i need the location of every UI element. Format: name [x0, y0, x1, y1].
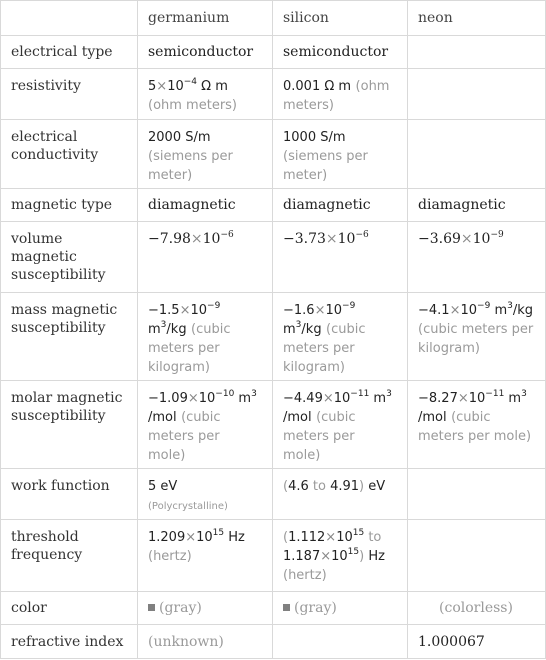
- column-header-neon: neon: [408, 1, 546, 36]
- header-row: [1, 1, 546, 36]
- unit: m: [504, 391, 522, 406]
- unit-tail: /mol: [418, 410, 447, 425]
- cell-germanium-color: [138, 592, 273, 625]
- range-high-exponent: 15: [347, 547, 360, 557]
- cell-neon-mass-magnetic-susceptibility: [408, 293, 546, 381]
- cell-silicon-threshold-frequency: [273, 520, 408, 592]
- row-label-molar-magnetic-susceptibility: molar magnetic susceptibility: [1, 381, 138, 469]
- value-mantissa: −4.1: [418, 303, 450, 318]
- value-exponent: −6: [220, 230, 234, 240]
- note: (Polycrystalline): [148, 501, 228, 512]
- row-label-mass-magnetic-susceptibility: mass magnetic susceptibility: [1, 293, 138, 381]
- color-name: (colorless): [439, 600, 513, 616]
- table-row: [1, 592, 546, 625]
- value-exponent: −11: [350, 389, 370, 399]
- row-label-magnetic-type: magnetic type: [1, 189, 138, 222]
- range-open: (: [283, 530, 289, 545]
- range-high-base: 10: [331, 549, 348, 564]
- unit: Hz: [364, 549, 385, 564]
- value-mantissa: −7.98: [148, 231, 191, 247]
- table-row: [1, 36, 546, 69]
- range-low: 4.6: [288, 479, 309, 494]
- range-to: to: [364, 530, 382, 545]
- cell-silicon-molar-magnetic-susceptibility: [273, 381, 408, 469]
- cell-neon-threshold-frequency: [408, 520, 546, 592]
- table-row: [1, 222, 546, 293]
- unit-name: (cubic meters per mole): [283, 410, 356, 463]
- column-header-silicon: silicon: [273, 1, 408, 36]
- value-mantissa: −1.09: [148, 391, 188, 406]
- unit-exponent: 3: [507, 301, 513, 311]
- corner-cell: [1, 1, 138, 36]
- value-base: 10: [333, 391, 351, 406]
- table-row: [1, 381, 546, 469]
- row-label-color: color: [1, 592, 138, 625]
- times-sign: ×: [190, 231, 203, 247]
- value-exponent: −9: [207, 301, 221, 311]
- unit-exponent: 3: [386, 389, 392, 399]
- unit-name: (cubic meters per kilogram): [148, 322, 231, 375]
- row-label-resistivity: resistivity: [1, 69, 138, 120]
- cell-silicon-refractive-index: [273, 625, 408, 659]
- cell-germanium-electrical-conductivity: [138, 120, 273, 189]
- unit-tail: /kg: [301, 322, 322, 337]
- times-sign: ×: [320, 549, 332, 564]
- range-low-mantissa: 1.112: [288, 530, 326, 545]
- value: 2000: [148, 130, 182, 145]
- value-mantissa: 1.209: [148, 530, 186, 545]
- cell-germanium-refractive-index: [138, 625, 273, 659]
- unit: S/m: [316, 130, 346, 145]
- value-mantissa: −1.5: [148, 303, 180, 318]
- cell-neon-molar-magnetic-susceptibility: [408, 381, 546, 469]
- color-name: (gray): [159, 600, 202, 616]
- cell-neon-magnetic-type: diamagnetic: [408, 189, 546, 222]
- unit-name: (hertz): [283, 568, 327, 583]
- value-base: 10: [167, 79, 184, 94]
- cell-germanium-volume-magnetic-susceptibility: [138, 222, 273, 293]
- range-open: (: [283, 479, 289, 494]
- value-exponent: −10: [215, 389, 235, 399]
- unit-exponent: 3: [160, 320, 167, 330]
- value-base: 10: [325, 303, 343, 318]
- cell-silicon-work-function: [273, 469, 408, 520]
- unit-tail: /kg: [166, 322, 187, 337]
- unit-exponent: 3: [521, 389, 527, 399]
- color-name: (gray): [294, 600, 337, 616]
- value-exponent: −4: [183, 77, 198, 87]
- row-label-volume-magnetic-susceptibility: volume magnetic susceptibility: [1, 222, 138, 293]
- value-mantissa: −4.49: [283, 391, 323, 406]
- range-to: to: [308, 479, 331, 494]
- value-exponent: −6: [355, 230, 369, 240]
- row-label-refractive-index: refractive index: [1, 625, 138, 659]
- value-exponent: −9: [342, 301, 356, 311]
- times-sign: ×: [185, 530, 197, 545]
- range-close: ): [359, 479, 365, 494]
- table-row: [1, 189, 546, 222]
- value-mantissa: −3.69: [418, 231, 461, 247]
- unit: m: [490, 303, 508, 318]
- cell-neon-electrical-conductivity: [408, 120, 546, 189]
- unit: S/m: [181, 130, 211, 145]
- value-base: 10: [472, 231, 491, 247]
- value-base: 10: [337, 231, 356, 247]
- unit-tail: /kg: [512, 303, 534, 318]
- row-label-work-function: work function: [1, 469, 138, 520]
- range-low-base: 10: [336, 530, 353, 545]
- value-mantissa: −8.27: [418, 391, 458, 406]
- range-low-exponent: 15: [352, 528, 365, 538]
- times-sign: ×: [460, 231, 473, 247]
- value: 0.001: [283, 79, 321, 94]
- times-sign: ×: [457, 391, 469, 406]
- unit-exponent: 3: [295, 320, 302, 330]
- gray-swatch: [283, 604, 290, 611]
- row-label-electrical-type: electrical type: [1, 36, 138, 69]
- unit-name: (cubic meters per mole): [148, 410, 221, 463]
- value-exponent: −9: [490, 230, 504, 240]
- gray-swatch: [148, 604, 155, 611]
- unit-name: (siemens per meter): [283, 149, 368, 183]
- unit-tail: /mol: [283, 410, 312, 425]
- value-base: 10: [198, 391, 216, 406]
- unit: eV: [364, 479, 386, 494]
- value-exponent: 15: [212, 528, 225, 538]
- table-row: [1, 120, 546, 189]
- value-base: 10: [460, 303, 478, 318]
- times-sign: ×: [179, 303, 191, 318]
- unit-name: (ohm meters): [283, 79, 390, 113]
- value-mantissa: −1.6: [283, 303, 315, 318]
- unit: Ω m: [197, 79, 228, 94]
- cell-germanium-work-function: [138, 469, 273, 520]
- unit-name: (cubic meters per kilogram): [418, 322, 534, 356]
- cell-silicon-electrical-type: semiconductor: [273, 36, 408, 69]
- times-sign: ×: [187, 391, 199, 406]
- cell-germanium-threshold-frequency: [138, 520, 273, 592]
- cell-neon-color: [408, 592, 546, 625]
- value-mantissa: 5: [148, 79, 157, 94]
- range-high-mantissa: 1.187: [283, 549, 321, 564]
- cell-silicon-electrical-conductivity: [273, 120, 408, 189]
- table-row: [1, 293, 546, 381]
- column-header-germanium: germanium: [138, 1, 273, 36]
- value-base: 10: [190, 303, 208, 318]
- times-sign: ×: [325, 530, 337, 545]
- unit-tail: /mol: [148, 410, 177, 425]
- unit-name: (ohm meters): [148, 98, 238, 113]
- value-mantissa: −3.73: [283, 231, 326, 247]
- value-base: 10: [202, 231, 221, 247]
- cell-neon-refractive-index: 1.000067: [408, 625, 546, 659]
- range-high: 4.91: [330, 479, 360, 494]
- unknown-value: (unknown): [148, 633, 224, 650]
- table-row: [1, 469, 546, 520]
- value: 5: [148, 479, 157, 494]
- cell-neon-resistivity: [408, 69, 546, 120]
- cell-germanium-electrical-type: semiconductor: [138, 36, 273, 69]
- cell-germanium-resistivity: [138, 69, 273, 120]
- cell-germanium-molar-magnetic-susceptibility: [138, 381, 273, 469]
- unit: m: [369, 391, 387, 406]
- value-base: 10: [468, 391, 486, 406]
- row-label-threshold-frequency: threshold frequency: [1, 520, 138, 592]
- cell-germanium-magnetic-type: diamagnetic: [138, 189, 273, 222]
- row-label-electrical-conductivity: electrical conductivity: [1, 120, 138, 189]
- unit-name: (cubic meters per mole): [418, 410, 532, 444]
- unit: m: [234, 391, 252, 406]
- cell-silicon-resistivity: [273, 69, 408, 120]
- value-exponent: −11: [485, 389, 505, 399]
- unit-name: (hertz): [148, 549, 192, 564]
- times-sign: ×: [156, 79, 168, 94]
- cell-neon-work-function: [408, 469, 546, 520]
- times-sign: ×: [314, 303, 326, 318]
- cell-silicon-mass-magnetic-susceptibility: [273, 293, 408, 381]
- unit: Hz: [224, 530, 245, 545]
- unit-name: (siemens per meter): [148, 149, 233, 183]
- cell-neon-volume-magnetic-susceptibility: [408, 222, 546, 293]
- cell-silicon-magnetic-type: diamagnetic: [273, 189, 408, 222]
- range-close: ): [359, 549, 365, 564]
- value-base: 10: [196, 530, 213, 545]
- unit: m: [283, 322, 296, 337]
- unit: Ω m: [320, 79, 352, 94]
- cell-germanium-mass-magnetic-susceptibility: [138, 293, 273, 381]
- unit: m: [148, 322, 161, 337]
- table-row: [1, 520, 546, 592]
- table-row: [1, 625, 546, 659]
- times-sign: ×: [449, 303, 461, 318]
- times-sign: ×: [322, 391, 334, 406]
- unit-exponent: 3: [251, 389, 257, 399]
- table-row: [1, 69, 546, 120]
- times-sign: ×: [325, 231, 338, 247]
- unit: eV: [156, 479, 178, 494]
- value-exponent: −9: [477, 301, 491, 311]
- cell-neon-electrical-type: [408, 36, 546, 69]
- cell-silicon-volume-magnetic-susceptibility: [273, 222, 408, 293]
- value: 1000: [283, 130, 317, 145]
- cell-silicon-color: [273, 592, 408, 625]
- unit-name: (cubic meters per kilogram): [283, 322, 366, 375]
